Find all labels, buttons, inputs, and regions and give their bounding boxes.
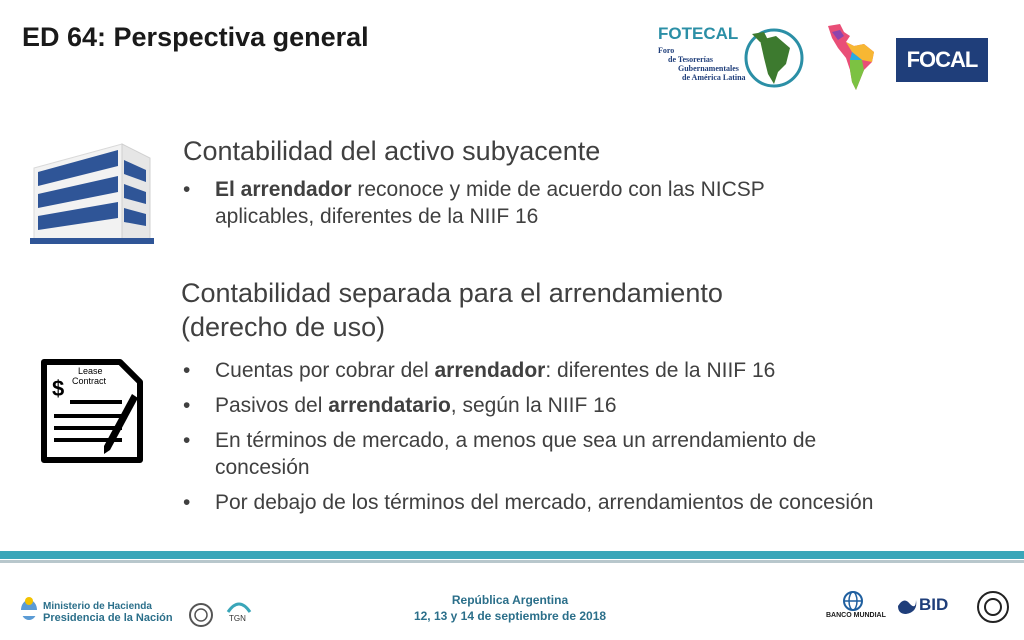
bullet-dot: • (183, 359, 191, 382)
section1-heading: Contabilidad del activo subyacente (183, 136, 601, 166)
bullet-dot: • (183, 394, 191, 417)
fotecal-logo (656, 24, 806, 90)
argentina-coat-of-arms-icon (20, 596, 38, 622)
bullet-text: En términos de mercado, a menos que sea un arrendamiento de concesión (215, 429, 817, 479)
focal-logo-text: FOCAL (906, 47, 978, 72)
bullet-dot: • (183, 178, 191, 201)
bold-term: arrendatario (328, 394, 451, 417)
bid-logo-icon (896, 596, 918, 616)
bid-label: BID (919, 595, 949, 614)
contract-label: Contract (72, 376, 107, 386)
bold-term: arrendador (434, 359, 546, 382)
banco-mundial-label: BANCO MUNDIAL (826, 612, 886, 619)
section1-bullets (183, 176, 823, 238)
section2-heading-line1: Contabilidad separada para el arrendamiento (181, 278, 723, 308)
bullet-text: reconoce y mide de acuerdo con las NICSP aplicables, diferentes de la NIIF 16 (215, 178, 765, 228)
ministry-line2: Presidencia de la Nación (43, 612, 173, 624)
bullet-text: Pasivos del (215, 394, 329, 417)
tgn-logo-icon (226, 596, 252, 614)
fotecal-sub-3: Gubernamentales (678, 64, 739, 73)
lease-label: Lease (78, 366, 103, 376)
bullet-dot: • (183, 491, 191, 514)
footer-divider-bar (0, 551, 1024, 559)
footer-country: República Argentina (451, 593, 569, 607)
imf-seal-icon (976, 590, 1010, 624)
fotecal-sub-4: de América Latina (682, 73, 746, 82)
footer-event-info (360, 592, 660, 624)
footer-divider-line (0, 560, 1024, 563)
world-bank-globe-icon (842, 590, 864, 612)
list-item (183, 357, 973, 384)
dollar-sign: $ (52, 376, 65, 401)
list-item (183, 176, 823, 230)
section2-heading (181, 276, 723, 344)
lease-contract-icon (40, 358, 144, 464)
page-title: ED 64: Perspectiva general (22, 22, 369, 52)
bullet-text: : diferentes de la NIIF 16 (545, 359, 776, 382)
list-item (183, 392, 973, 419)
bullet-text: Por debajo de los términos del mercado, arrendamientos de concesión (215, 491, 874, 514)
list-item (183, 489, 973, 516)
fotecal-name: FOTECAL (658, 24, 739, 43)
section2-heading-line2: (derecho de uso) (181, 312, 386, 342)
bullet-dot: • (183, 429, 191, 452)
fotecal-sub-1: Foro (658, 46, 675, 55)
focal-logo (896, 38, 988, 82)
bullet-text: Cuentas por cobrar del (215, 359, 435, 382)
tgn-label: TGN (229, 614, 246, 623)
fotecal-sub-2: de Tesorerías (668, 55, 713, 64)
bold-term: El arrendador (215, 178, 352, 201)
list-item (183, 427, 905, 481)
building-icon (30, 138, 154, 246)
footer-dates: 12, 13 y 14 de septiembre de 2018 (413, 609, 607, 623)
seal-icon (188, 602, 214, 628)
ministry-line1: Ministerio de Hacienda (43, 601, 152, 612)
latin-america-map-icon (826, 22, 882, 92)
bullet-text: , según la NIIF 16 (450, 394, 617, 417)
section2-bullets (183, 357, 973, 524)
